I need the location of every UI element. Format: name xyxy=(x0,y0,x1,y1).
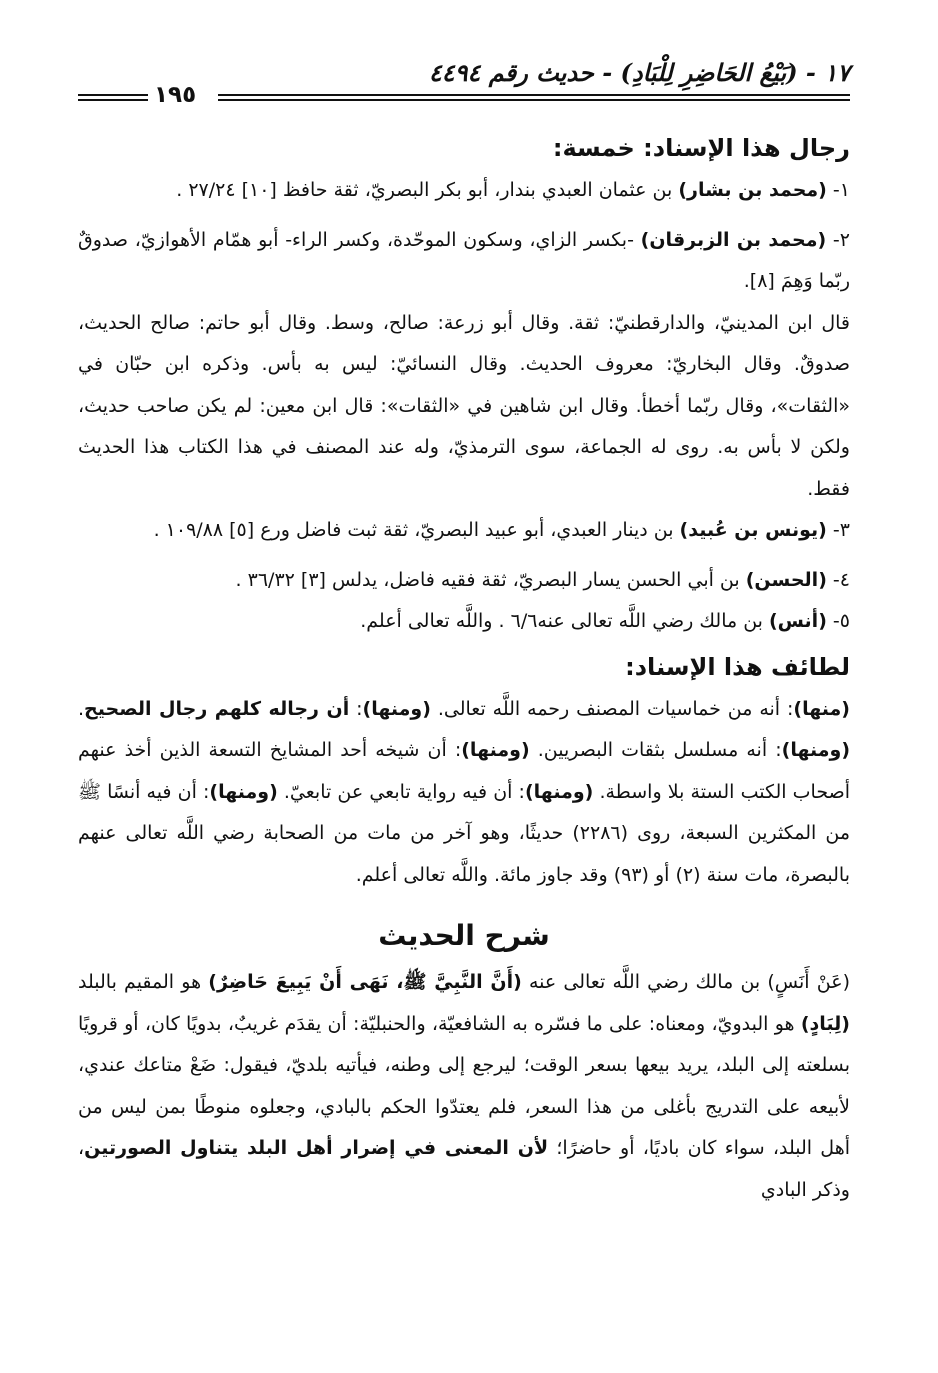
subtlety-marker-2: (ومنها) xyxy=(362,697,431,720)
narrator-1-text: بن عثمان العبدي بندار، أبو بكر البصريّ، ثقة حافظ [١٠] ٢٧/٢٤ . xyxy=(176,179,679,201)
narrator-3 xyxy=(78,510,850,552)
subtlety-text-4: : أن شيخه أحد المشايخ التسعة الذين أخذ عنهم أصحاب الكتب الستة بلا واسطة. xyxy=(78,739,850,803)
commentary-text-2: هو المقيم بالبلد xyxy=(78,971,209,993)
narrator-4 xyxy=(78,560,850,602)
subtlety-marker-1: (منها) xyxy=(793,697,850,720)
subtlety-text-5: : أن فيه رواية تابعي عن تابعيّ. xyxy=(277,780,525,803)
commentary-term-badin: (لِبَادٍ) xyxy=(800,1012,850,1035)
commentary-text-3: هو البدويّ، ومعناه: على ما فسّره به الشافعيّة، والحنبليّة: أن يقدَم غريبٌ، بدويًا كان، أو قرويًا بسلعته إلى البلد، يريد بيعها بسعر الوقت؛ ليرجع إلى وطنه، فيأتيه بلديّ، فيقول: ضَعْ متاعك عندي، لأبيعه على التدريج بأغلى من هذا السعر، فلم يعتدّوا الحكم بالبادي، وجعلوه منوطًا بمن ليس من أهل البلد، سواء كان باديًا، أو حاضرًا؛ xyxy=(78,1012,850,1159)
subtlety-text-2b: . xyxy=(78,697,85,720)
subtlety-marker-3: (ومنها) xyxy=(781,739,851,761)
commentary-heading: شرح الحديث xyxy=(378,919,550,952)
subtlety-text-2a: : xyxy=(349,697,363,720)
subtlety-text-1: : أنه من خماسيات المصنف رحمه اللَّه تعالى. xyxy=(430,697,794,720)
page-number: ١٩٥ xyxy=(154,82,197,108)
narrator-3-name: (يونس بن عُبيد) xyxy=(679,519,827,541)
subtlety-marker-6: (ومنها) xyxy=(209,780,278,803)
narrator-2-details: قال ابن المدينيّ، والدارقطنيّ: ثقة. وقال أبو زرعة: صالح، وسط. وقال أبو حاتم: صالح الحديث، صدوقٌ. وقال البخاريّ: معروف الحديث. وقال النسائيّ: ليس به بأس. وذكره ابن حبّان في «الثقات»، وقال ربّما أخطأ. وقال ابن شاهين في «الثقات»: قال ابن معين: لم يكن صاحب حديث، ولكن لا بأس به. روى له الجماعة، سوى الترمذيّ، وله عند المصنف في هذا الكتاب هذا الحديث فقط. xyxy=(78,311,850,500)
subtleties-paragraph xyxy=(78,689,850,897)
subtlety-text-3: : أنه مسلسل بثقات البصريين. xyxy=(529,739,782,761)
narrator-1-number: ١- xyxy=(826,179,850,201)
book-page xyxy=(78,56,850,1316)
narrator-4-name: (الحسن) xyxy=(745,568,827,591)
narrator-5-name: (أنس) xyxy=(769,610,827,632)
narrator-2-name: (محمد بن الزبرقان) xyxy=(640,228,827,251)
commentary-bold-reason: لأن المعنى في إضرار أهل البلد يتناول الصورتين xyxy=(84,1137,549,1159)
commentary-hadith-text: (أَنَّ النَّبِيَّ ﷺ، نَهَى أَنْ يَبِيعَ حَاضِرٌ) xyxy=(208,971,522,993)
subtlety-marker-5: (ومنها) xyxy=(524,780,594,803)
narrator-2-number: ٢- xyxy=(826,228,850,251)
subtleties-heading: لطائف هذا الإسناد: xyxy=(625,652,850,681)
narrator-5-text: بن مالك رضي اللَّه تعالى عنه٦/٦ . واللَّه تعالى أعلم. xyxy=(360,610,769,632)
header-double-rule xyxy=(218,94,850,101)
narrator-1-name: (محمد بن بشار) xyxy=(678,179,827,201)
subtlety-marker-4: (ومنها) xyxy=(461,739,530,761)
subtlety-text-6: : أن فيه أنسًا ﷺ من المكثرين السبعة، روى (٢٢٨٦) حديثًا، وهو آخر من مات من الصحابة رضي اللَّه تعالى عنهم بالبصرة، مات سنة (٢) أو (٩٣) وقد جاوز مائة. واللَّه تعالى أعلم. xyxy=(78,780,850,886)
narrator-3-text: بن دينار العبدي، أبو عبيد البصريّ، ثقة ثبت فاضل ورع [٥] ١٠٩/٨٨ . xyxy=(153,519,680,541)
commentary-paragraph xyxy=(78,962,850,1211)
commentary-text-4: ، وذكر البادي xyxy=(78,1137,850,1201)
commentary-text-1: (عَنْ أَنَسٍ) بن مالك رضي اللَّه تعالى عنه xyxy=(521,971,850,993)
running-header-title: ١٧ - (بَيْعُ الحَاضِرِ لِلْبَادِ) - حديث رقم ٤٤٩٤ xyxy=(428,58,850,87)
narrator-2 xyxy=(78,220,850,303)
narrator-4-text: بن أبي الحسن يسار البصريّ، ثقة فقيه فاضل، يدلس [٣] ٣٦/٣٢ . xyxy=(235,568,746,591)
narrator-3-number: ٣- xyxy=(826,519,850,541)
narrator-1 xyxy=(78,170,850,212)
narrators-heading: رجال هذا الإسناد: خمسة: xyxy=(552,134,850,162)
running-header xyxy=(78,56,850,108)
narrator-4-number: ٤- xyxy=(826,568,850,591)
narrator-2-text: -بكسر الزاي، وسكون الموحّدة، وكسر الراء- أبو همّام الأهوازيّ، صدوقٌ ربّما وَهِمَ [٨]. xyxy=(78,228,850,292)
narrator-5 xyxy=(78,601,850,643)
header-double-rule-short xyxy=(78,94,148,101)
narrator-5-number: ٥- xyxy=(826,610,850,632)
subtlety-bold-2: أن رجاله كلهم رجال الصحيح xyxy=(84,697,350,720)
